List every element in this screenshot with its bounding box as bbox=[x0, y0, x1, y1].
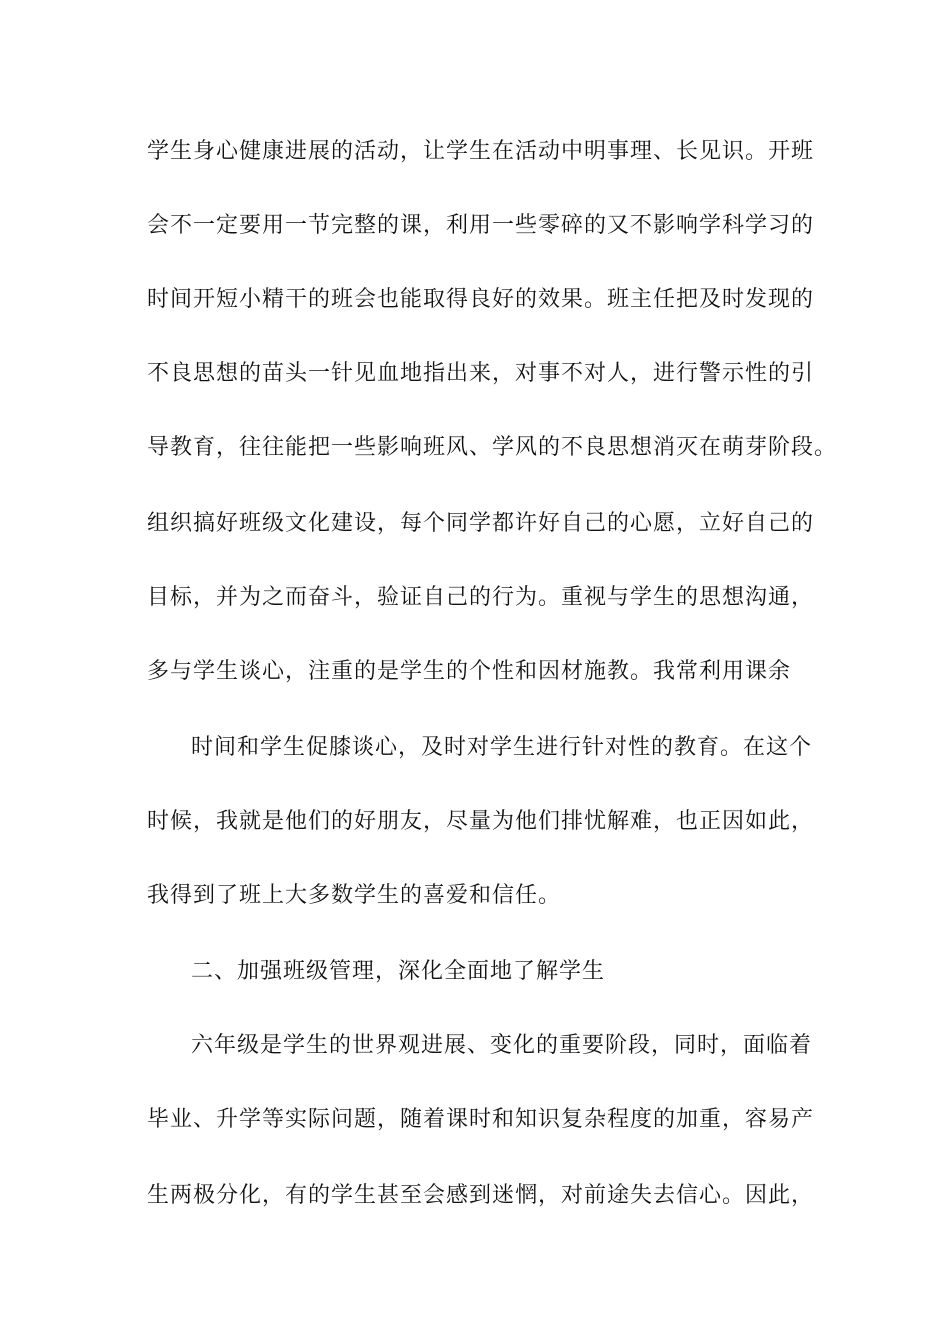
section-heading: 二、加强班级管理，深化全面地了解学生 bbox=[191, 959, 606, 984]
paragraph-line: 时候，我就是他们的好朋友，尽量为他们排忧解难，也正因如此， bbox=[147, 809, 815, 834]
paragraph-line: 六年级是学生的世界观进展、变化的重要阶段，同时，面临着 bbox=[191, 1033, 813, 1058]
paragraph-line: 不良思想的苗头一针见血地指出来，对事不对人，进行警示性的引 bbox=[147, 361, 815, 386]
paragraph-line: 时间和学生促膝谈心，及时对学生进行针对性的教育。在这个 bbox=[191, 735, 813, 760]
paragraph-line: 会不一定要用一节完整的课，利用一些零碎的又不影响学科学习的 bbox=[147, 213, 815, 238]
paragraph-line: 学生身心健康进展的活动，让学生在活动中明事理、长见识。开班 bbox=[147, 139, 815, 164]
paragraph-line: 时间开短小精干的班会也能取得良好的效果。班主任把及时发现的 bbox=[147, 287, 815, 312]
paragraph-line: 毕业、升学等实际问题，随着课时和知识复杂程度的加重，容易产 bbox=[147, 1107, 815, 1132]
paragraph-line: 生两极分化，有的学生甚至会感到迷惘，对前途失去信心。因此， bbox=[147, 1183, 815, 1208]
paragraph-line: 目标，并为之而奋斗，验证自己的行为。重视与学生的思想沟通， bbox=[147, 585, 815, 610]
paragraph-line: 组织搞好班级文化建设，每个同学都许好自己的心愿，立好自己的 bbox=[147, 511, 815, 536]
paragraph-line: 我得到了班上大多数学生的喜爱和信任。 bbox=[147, 883, 562, 908]
paragraph-line: 多与学生谈心，注重的是学生的个性和因材施教。我常利用课余 bbox=[147, 659, 792, 684]
paragraph-line: 导教育，往往能把一些影响班风、学风的不良思想消灭在萌芽阶段。 bbox=[147, 435, 838, 460]
